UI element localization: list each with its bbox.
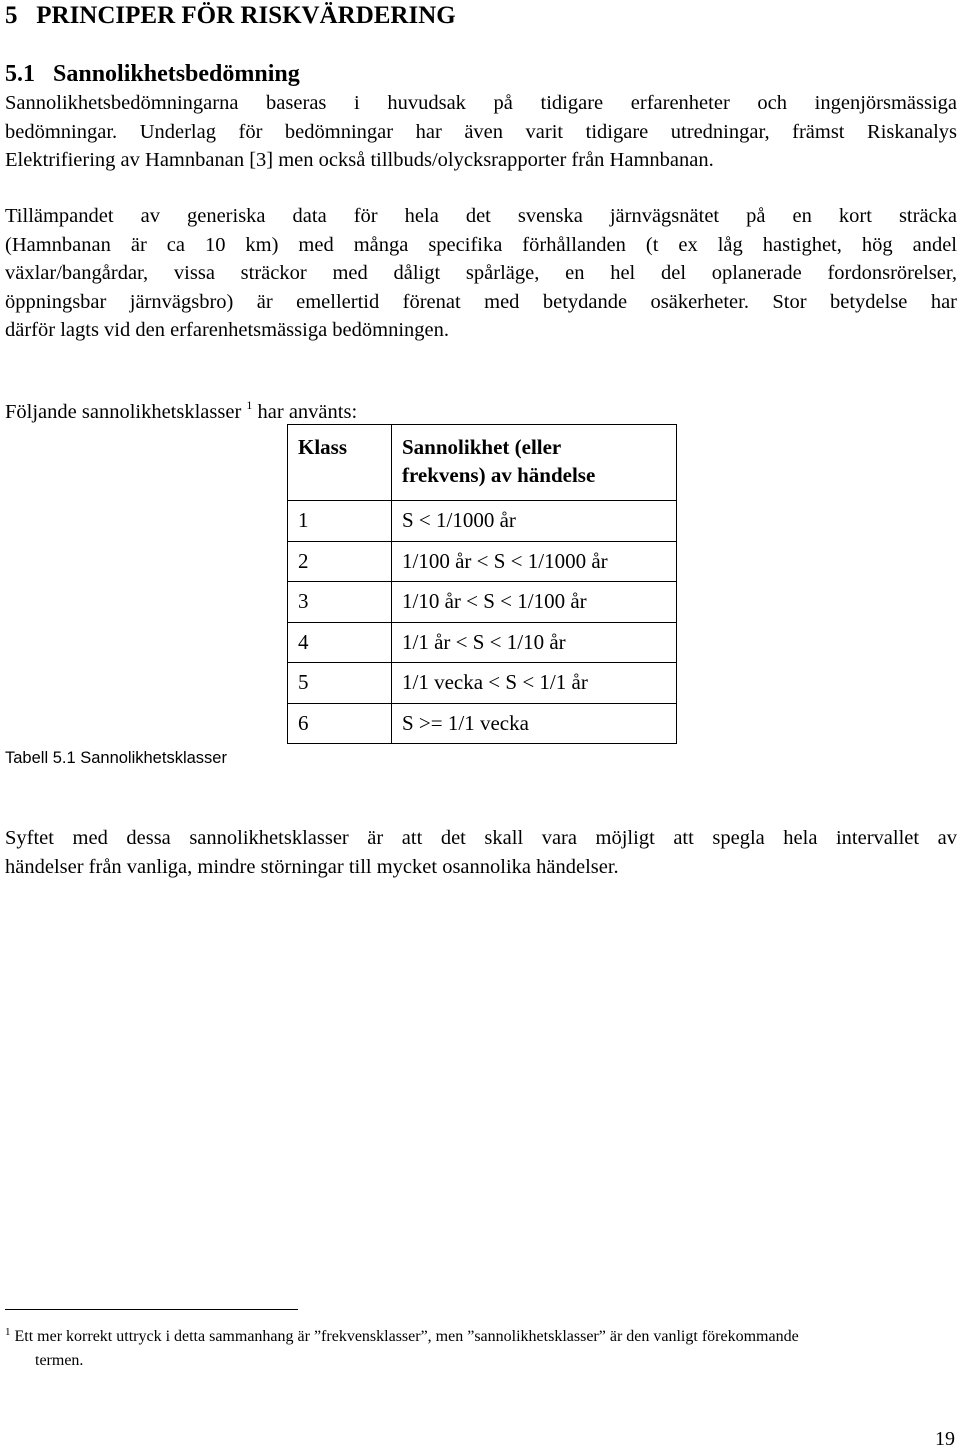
footnote-marker: 1 xyxy=(5,1326,11,1338)
paragraph-line: därför lagts vid den erfarenhetsmässiga bedömningen. xyxy=(5,319,450,342)
cell-klass: 2 xyxy=(288,541,392,582)
probability-classes-table xyxy=(287,424,677,744)
cell-sannolikhet: 1/1 vecka < S < 1/1 år xyxy=(392,663,677,704)
paragraph-line: Elektrifiering av Hamnbanan [3] men också tillbuds/olycksrapporter från Hamnbanan. xyxy=(5,149,714,172)
table-intro xyxy=(5,391,357,426)
table-caption: Tabell 5.1 Sannolikhetsklasser xyxy=(5,749,227,767)
paragraph-1 xyxy=(5,89,957,175)
table-row xyxy=(288,703,677,744)
footnote-divider xyxy=(5,1309,298,1310)
paragraph-line: Tillämpandet av generiska data för hela det svenska järnvägsnätet på en kort sträcka xyxy=(5,205,957,227)
cell-klass: 1 xyxy=(288,501,392,542)
paragraph-line: (Hamnbanan är ca 10 km) med många specifika förhållanden (t ex låg hastighet, hög andel xyxy=(5,233,957,256)
paragraph-line: bedömningar. Underlag för bedömningar har även varit tidigare utredningar, främst Riskanalys xyxy=(5,120,957,143)
chapter-number: 5 xyxy=(5,2,18,29)
cell-klass: 5 xyxy=(288,663,392,704)
paragraph-2 xyxy=(5,202,957,345)
table-row xyxy=(288,541,677,582)
cell-sannolikhet: S < 1/1000 år xyxy=(392,501,677,542)
cell-sannolikhet: 1/1 år < S < 1/10 år xyxy=(392,622,677,663)
cell-klass: 4 xyxy=(288,622,392,663)
header-sannolikhet xyxy=(392,425,677,501)
chapter-title: PRINCIPER FÖR RISKVÄRDERING xyxy=(36,2,456,29)
paragraph-3 xyxy=(5,824,957,881)
chapter-heading xyxy=(5,0,456,32)
table-row xyxy=(288,622,677,663)
page-number: 19 xyxy=(935,1428,955,1450)
footnote xyxy=(5,1320,945,1373)
table-row xyxy=(288,582,677,623)
cell-klass: 3 xyxy=(288,582,392,623)
cell-sannolikhet: 1/10 år < S < 1/100 år xyxy=(392,582,677,623)
paragraph-line: Syftet med dessa sannolikhetsklasser är att det skall vara möjligt att spegla hela intervallet av xyxy=(5,827,957,849)
header-klass: Klass xyxy=(288,425,392,501)
paragraph-line: öppningsbar järnvägsbro) är emellertid förenat med betydande osäkerheter. Stor betydelse har xyxy=(5,290,957,313)
cell-sannolikhet: 1/100 år < S < 1/1000 år xyxy=(392,541,677,582)
header-sannolikhet-line2: frekvens) av händelse xyxy=(402,463,596,487)
cell-sannolikhet: S >= 1/1 vecka xyxy=(392,703,677,744)
intro-text: Följande sannolikhetsklasser xyxy=(5,401,242,423)
paragraph-line: händelser från vanliga, mindre störningar till mycket osannolika händelser. xyxy=(5,855,619,878)
section-title: Sannolikhetsbedömning xyxy=(53,61,300,87)
section-heading xyxy=(5,58,300,90)
table-header-row xyxy=(288,425,677,501)
paragraph-line: Sannolikhetsbedömningarna baseras i huvudsak på tidigare erfarenheter och ingenjörsmässiga xyxy=(5,92,957,114)
paragraph-line: växlar/bangårdar, vissa sträckor med dåligt spårläge, en hel del oplanerade fordonsrörelser, xyxy=(5,262,957,285)
footnote-text-continued: termen. xyxy=(35,1352,84,1369)
footnote-reference[interactable]: 1 xyxy=(246,398,253,412)
table-row xyxy=(288,501,677,542)
header-sannolikhet-line1: Sannolikhet (eller xyxy=(402,435,562,459)
table-row xyxy=(288,663,677,704)
cell-klass: 6 xyxy=(288,703,392,744)
intro-text-end: har använts: xyxy=(252,401,358,423)
footnote-text: Ett mer korrekt uttryck i detta sammanhang är ”frekvensklasser”, men ”sannolikhetsklasser” är den vanligt förekommande xyxy=(14,1328,799,1345)
section-number: 5.1 xyxy=(5,61,35,87)
